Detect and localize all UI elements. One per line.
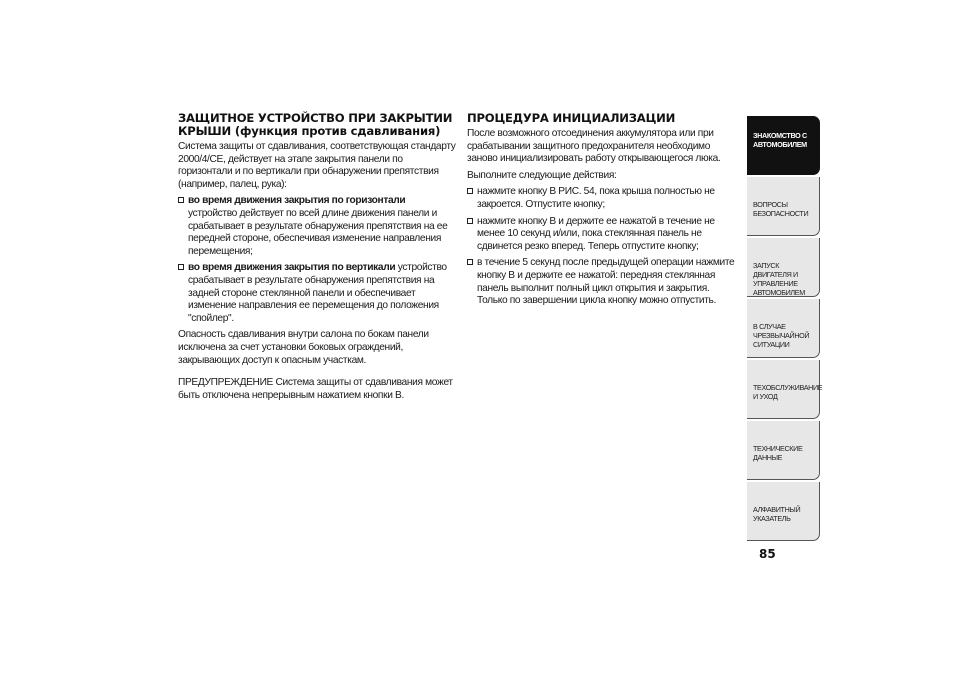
list-item bbox=[467, 257, 742, 307]
checkbox-bullet-icon bbox=[467, 188, 473, 194]
list-item bbox=[467, 216, 742, 254]
list-item-text: устройство действует по всей длине движения панели и срабатывает в результате обнаружения препятствия на ее передней стороне, обеспечивая изменение направления перемещения; bbox=[188, 207, 448, 257]
side-guards-paragraph: Опасность сдавливания внутри салона по бокам панели исключена за счет установки боковых ограждений, закрывающих доступ к опасным участкам. bbox=[178, 329, 429, 366]
list-item-text: нажмите кнопку B РИС. 54, пока крыша полностью не закроется. Отпустите кнопку; bbox=[477, 186, 715, 210]
list-item bbox=[178, 262, 456, 325]
init-heading: ПРОЦЕДУРА ИНИЦИАЛИЗАЦИИ bbox=[467, 111, 676, 125]
list-item-text: нажмите кнопку B и держите ее нажатой в течение не менее 10 секунд и/или, пока стеклянная панель не сдвинется резко вперед. Теперь отпустите кнопку; bbox=[477, 215, 715, 252]
tab-safety[interactable]: ВОПРОСЫ БЕЗОПАСНОСТИ bbox=[747, 177, 820, 236]
tab-starting-driving[interactable]: ЗАПУСК ДВИГАТЕЛЯ И УПРАВЛЕНИЕ АВТОМОБИЛЕМ bbox=[747, 238, 820, 297]
list-item-text: устройство срабатывает в результате обнаружения препятствия на задней стороне стеклянной панели и обеспечивает изменение направления ее перемещения до положения "спойлер". bbox=[188, 262, 447, 324]
tab-emergency[interactable]: В СЛУЧАЕ ЧРЕЗВЫЧАЙНОЙ СИТУАЦИИ bbox=[747, 299, 820, 358]
tab-technical-data[interactable]: ТЕХНИЧЕСКИЕ ДАННЫЕ bbox=[747, 421, 820, 480]
list-item-bold: во время движения закрытия по горизонтали bbox=[188, 195, 406, 207]
anti-pinch-intro: Система защиты от сдавливания, соответствующая стандарту 2000/4/CE, действует на этапе закрытия панели по горизонтали и по вертикали при обнаружении препятствия (например, палец, рука): bbox=[178, 141, 456, 190]
init-lead: Выполните следующие действия: bbox=[467, 169, 617, 181]
list-item bbox=[178, 195, 456, 258]
checkbox-bullet-icon bbox=[178, 197, 184, 203]
warning-paragraph: ПРЕДУПРЕЖДЕНИЕ Система защиты от сдавливания может быть отключена непрерывным нажатием кнопки B. bbox=[178, 377, 453, 401]
list-item bbox=[467, 186, 742, 211]
left-column bbox=[178, 112, 456, 406]
tab-getting-to-know[interactable]: ЗНАКОМСТВО С АВТОМОБИЛЕМ bbox=[747, 116, 820, 175]
checkbox-bullet-icon bbox=[178, 264, 184, 270]
chapter-tabs bbox=[747, 116, 823, 543]
checkbox-bullet-icon bbox=[467, 218, 473, 224]
list-item-bold: во время движения закрытия по вертикали bbox=[188, 262, 396, 274]
tab-maintenance[interactable]: ТЕХОБСЛУЖИВАНИЕ И УХОД bbox=[747, 360, 820, 419]
init-intro: После возможного отсоединения аккумулятора или при срабатывании защитного предохранителя необходимо заново инициализировать работу открывающегося люка. bbox=[467, 128, 721, 165]
page-number: 85 bbox=[759, 547, 776, 561]
anti-pinch-list bbox=[178, 195, 456, 325]
tab-index[interactable]: АЛФАВИТНЫЙ УКАЗАТЕЛЬ bbox=[747, 482, 820, 541]
right-column bbox=[467, 112, 742, 312]
init-steps-list bbox=[467, 186, 742, 307]
list-item-text: в течение 5 секунд после предыдущей операции нажмите кнопку B и держите ее нажатой: передняя стеклянная панель выполнит полный цикл открытия и закрытия. Только по завершении цикла кнопку можно отпустить. bbox=[477, 257, 735, 307]
anti-pinch-heading: ЗАЩИТНОЕ УСТРОЙСТВО ПРИ ЗАКРЫТИИ КРЫШИ (функция против сдавливания) bbox=[178, 111, 453, 138]
checkbox-bullet-icon bbox=[467, 259, 473, 265]
